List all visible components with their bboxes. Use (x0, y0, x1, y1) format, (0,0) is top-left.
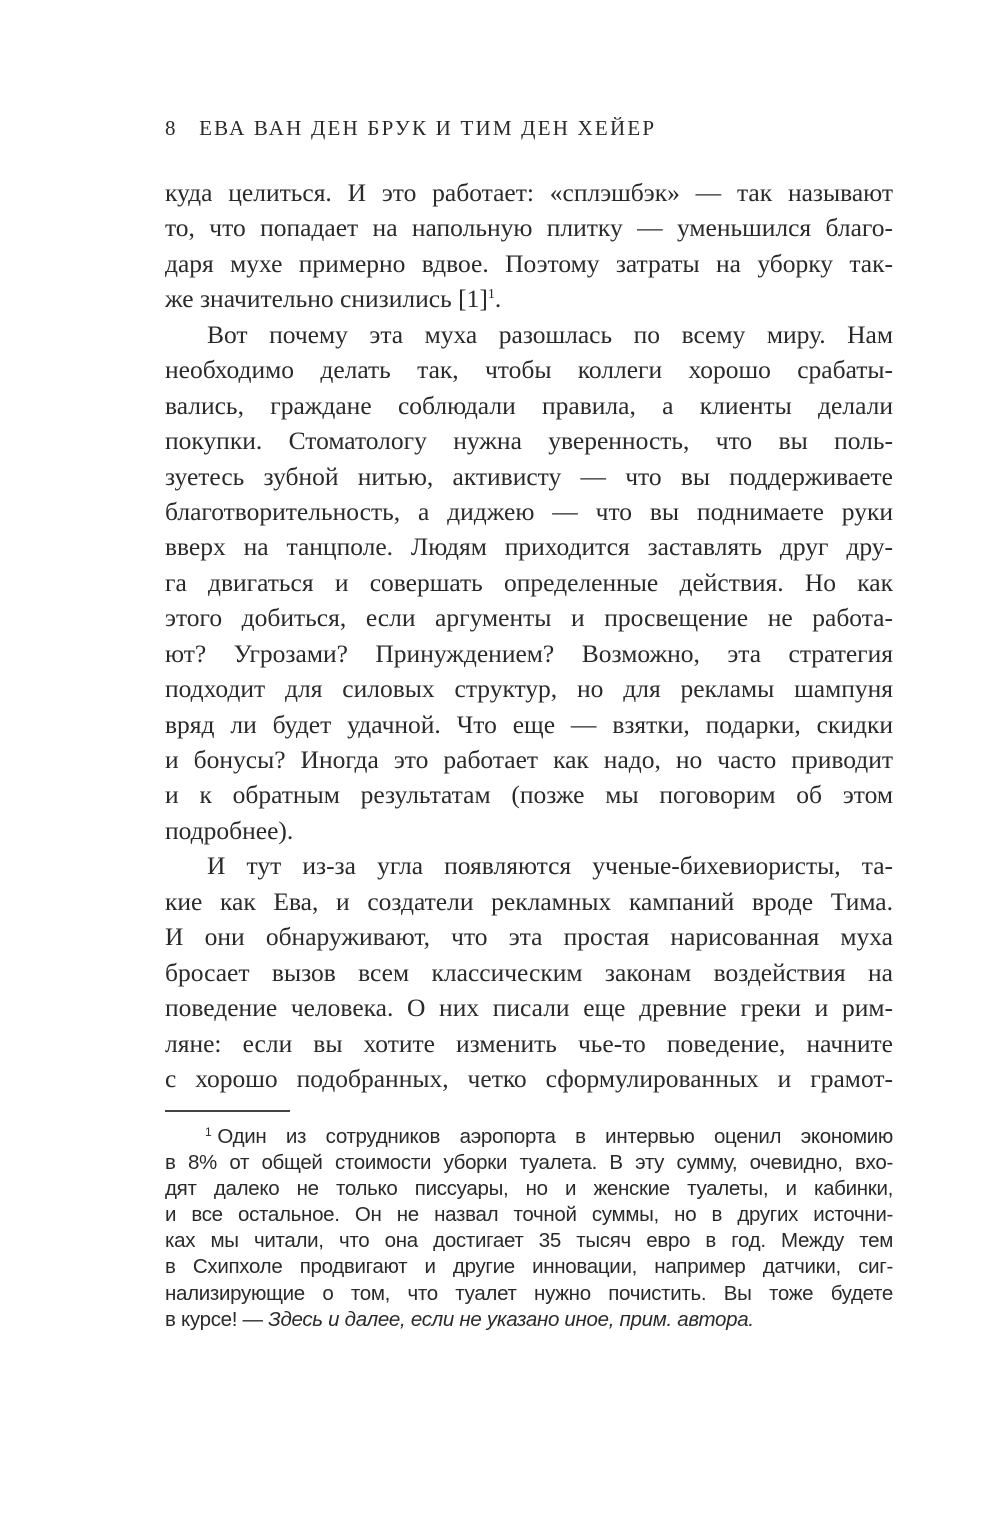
line-text: необходимо делать так, чтобы коллеги хорошо срабаты- (165, 355, 893, 385)
text-line (165, 388, 893, 423)
line-text: зуетесь зубной нитью, активисту — что вы поддерживаете (165, 461, 893, 491)
page-number: 8 (165, 116, 178, 140)
line-text: и бонусы? Иногда это работает как надо, но часто приводит (165, 745, 893, 774)
text-line (165, 990, 893, 1025)
text-line (165, 813, 893, 848)
text-line (165, 955, 893, 990)
footnote-line-text: в Схипхоле продвигают и другие инновации, например датчики, сиг- (165, 1255, 893, 1279)
line-text: куда целиться. И это работает: «сплэшбэк» — так называют (165, 178, 893, 207)
footnote-italic-note: Здесь и далее, если не указано иное, прим. автора. (268, 1307, 754, 1331)
footnote-line (165, 1281, 893, 1307)
text-line (165, 459, 893, 494)
footnote-line (165, 1254, 893, 1280)
line-text: и к обратным результатам (позже мы поговорим об этом (165, 780, 893, 810)
line-text: га двигаться и совершать определенные действия. Но как (165, 567, 893, 597)
footnote-line-text: в курсе! — (165, 1307, 269, 1331)
footnote-line-text: и все остальное. Он не назвал точной суммы, но в других источни- (165, 1203, 893, 1227)
paragraph (165, 175, 893, 317)
line-text: бросает вызов всем классическим законам воздействия на (165, 957, 893, 987)
paragraph (165, 848, 893, 1096)
text-line (165, 671, 893, 706)
line-text: даря мухе примерно вдвое. Поэтому затраты на уборку так- (165, 248, 893, 278)
footnote-line (165, 1202, 893, 1228)
text-line (165, 848, 893, 883)
line-text: Вот почему эта муха разошлась по всему миру. Нам (207, 319, 893, 349)
footnote-reference: 1 (487, 287, 495, 303)
text-line (165, 317, 893, 352)
text-line (165, 742, 893, 777)
line-text: вряд ли будет удачной. Что еще — взятки, подарки, скидки (165, 709, 893, 739)
footnote-line-text: дят далеко не только писсуары, но и женские туалеты, и кабинки, (165, 1177, 893, 1201)
line-text: ют? Угрозами? Принуждением? Возможно, эта стратегия (165, 638, 893, 668)
footnote-line (165, 1150, 893, 1176)
text-line (165, 352, 893, 387)
text-line (165, 423, 893, 458)
text-line (165, 707, 893, 742)
footnote-marker: 1 (205, 1125, 212, 1139)
footnote-line-text: Один из сотрудников аэропорта в интервью оценил экономию (217, 1125, 893, 1148)
line-text: поведение человека. О них писали еще древние греки и рим- (165, 993, 893, 1023)
line-text: кие как Ева, и создатели рекламных кампаний вроде Тима. (165, 886, 893, 916)
text-line (165, 884, 893, 919)
text-line (165, 1061, 893, 1096)
text-line (165, 210, 893, 245)
footnote-line-text: ках мы читали, что она достигает 35 тысяч евро в год. Между тем (165, 1229, 893, 1253)
text-line (165, 777, 893, 812)
line-text: с хорошо подобранных, четко сформулированных и грамот- (165, 1063, 893, 1093)
footnote-line-text: нализирующие о том, что туалет нужно почистить. Вы тоже будете (165, 1281, 893, 1305)
footnote-line (165, 1124, 893, 1150)
line-text: подробнее). (165, 815, 294, 845)
footnotes (165, 1124, 893, 1333)
text-line (165, 246, 893, 281)
footnote-line (165, 1176, 893, 1202)
text-line: же значительно снизились $[1]^1$. (165, 284, 502, 314)
body-text (165, 175, 893, 1096)
line-text: благотворительность, а диджею — что вы поднимаете руки (165, 496, 893, 526)
paragraph (165, 317, 893, 849)
running-header (165, 116, 656, 141)
text-line (165, 494, 893, 529)
footnote-divider (165, 1110, 290, 1112)
line-text: то, что попадает на напольную плитку — уменьшился благо- (165, 213, 893, 243)
line-text: вверх на танцполе. Людям приходится заставлять друг дру- (165, 532, 893, 562)
footnote-line (165, 1228, 893, 1254)
line-text: покупки. Стоматологу нужна уверенность, что вы поль- (165, 426, 893, 456)
text-line (165, 919, 893, 954)
line-text: И они обнаруживают, что эта простая нарисованная муха (165, 922, 893, 952)
line-text: этого добиться, если аргументы и просвещение не работа- (165, 603, 893, 633)
line-text: подходит для силовых структур, но для рекламы шампуня (165, 674, 893, 704)
footnote-line-text: в 8% от общей стоимости уборки туалета. В эту сумму, очевидно, вхо- (165, 1151, 893, 1175)
text-line (165, 175, 893, 210)
line-text: ляне: если вы хотите изменить чье-то поведение, начните (165, 1028, 893, 1058)
text-line (165, 565, 893, 600)
text-line (165, 636, 893, 671)
text-line (165, 529, 893, 564)
running-title: ЕВА ВАН ДЕН БРУК И ТИМ ДЕН ХЕЙЕР (199, 116, 657, 140)
line-text: же значительно снизились [1] (165, 284, 488, 314)
text-line (165, 600, 893, 635)
text-line (165, 1026, 893, 1061)
footnote-line (165, 1307, 893, 1333)
line-text: И тут из-за угла появляются ученые-бихевиористы, та- (207, 851, 893, 881)
line-text: вались, граждане соблюдали правила, а клиенты делали (165, 390, 893, 420)
